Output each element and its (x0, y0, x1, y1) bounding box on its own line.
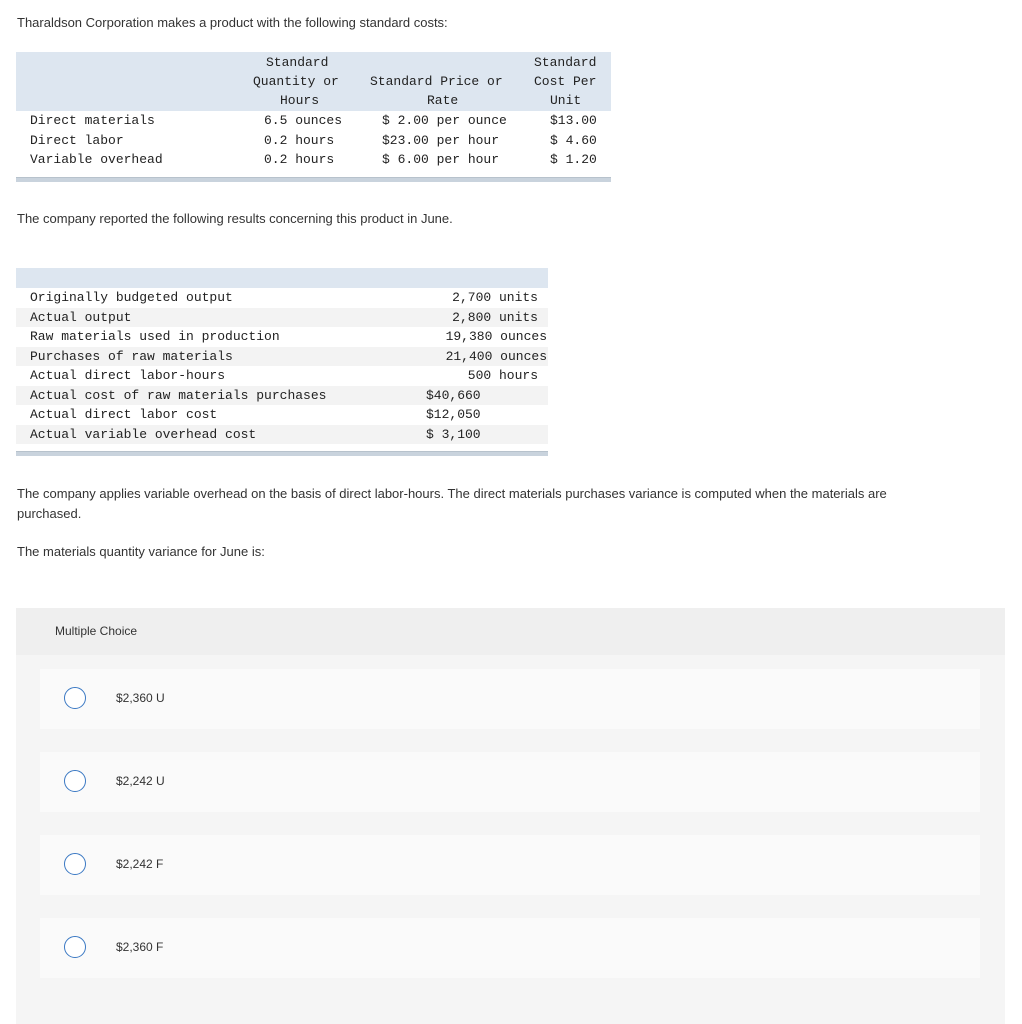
answer-option-4[interactable] (40, 918, 980, 978)
row-label: Direct labor (30, 132, 124, 148)
row-quantity: 0.2 hours (264, 152, 335, 167)
row-value: 2,700 units (452, 290, 538, 305)
multiple-choice-header (16, 608, 1005, 655)
row-label: Variable overhead (30, 152, 163, 167)
row-value: 500 hours (467, 368, 538, 383)
table-row (16, 366, 548, 386)
row-label: Actual variable overhead cost (30, 426, 257, 442)
radio-button-icon[interactable] (64, 936, 86, 958)
row-price: $23.00 per hour (382, 132, 500, 148)
answer-option-label: $2,242 U (116, 774, 165, 788)
row-value: $40,660 (426, 387, 481, 403)
row-quantity: 6.5 ounces (264, 113, 343, 128)
header-quantity-line2: Quantity or (253, 74, 339, 89)
header-quantity-line1: Standard (266, 55, 329, 70)
table-header-background (16, 268, 548, 288)
radio-button-icon[interactable] (64, 770, 86, 792)
june-results-table (16, 268, 548, 456)
note-text-line2: purchased. (17, 506, 82, 521)
table-row (16, 405, 548, 425)
row-value: 2,800 units (452, 309, 538, 325)
intro-text: Tharaldson Corporation makes a product with the following standard costs: (17, 15, 448, 30)
row-value: $ 3,100 (426, 426, 481, 442)
radio-button-icon[interactable] (64, 853, 86, 875)
table-row (16, 327, 548, 347)
row-value: 21,400 ounces (445, 348, 547, 364)
row-value: $12,050 (426, 407, 481, 422)
standard-costs-table (16, 52, 611, 182)
header-price-line2: Rate (427, 93, 459, 108)
radio-button-icon[interactable] (64, 687, 86, 709)
row-cost: $13.00 (550, 113, 597, 128)
answer-option-1[interactable] (40, 669, 980, 729)
row-label: Originally budgeted output (30, 290, 233, 305)
results-intro-text: The company reported the following results concerning this product in June. (17, 211, 453, 226)
answer-option-label: $2,360 F (116, 940, 164, 954)
row-price: $ 2.00 per ounce (382, 113, 507, 128)
table-row (16, 425, 548, 445)
answer-option-3[interactable] (40, 835, 980, 895)
row-label: Direct materials (30, 113, 155, 128)
row-value: 19,380 ounces (445, 329, 547, 344)
answer-option-label: $2,360 U (116, 691, 165, 705)
header-cost-line2: Cost Per (534, 74, 597, 89)
row-label: Actual output (30, 309, 132, 325)
table-bottom-rule (16, 177, 611, 182)
note-text-line1: The company applies variable overhead on the basis of direct labor-hours. The direct materials purchases variance is computed when the materials are (17, 486, 887, 501)
header-quantity-line3: Hours (280, 93, 320, 108)
row-cost: $ 4.60 (550, 132, 597, 148)
answer-option-label: $2,242 F (116, 857, 164, 871)
question-text: The materials quantity variance for June is: (17, 544, 265, 559)
row-label: Purchases of raw materials (30, 348, 233, 364)
table-row (16, 386, 548, 406)
row-label: Raw materials used in production (30, 329, 280, 344)
multiple-choice-label: Multiple Choice (55, 624, 138, 638)
header-price-line1: Standard Price or (370, 74, 503, 89)
table-row (16, 347, 548, 367)
row-quantity: 0.2 hours (264, 132, 335, 148)
multiple-choice-panel (16, 608, 1005, 1024)
table-bottom-rule (16, 451, 548, 456)
header-cost-line1: Standard (534, 55, 597, 70)
answer-option-2[interactable] (40, 752, 980, 812)
row-label: Actual direct labor-hours (30, 368, 226, 383)
table-row (16, 308, 548, 328)
table-row (16, 288, 548, 308)
row-cost: $ 1.20 (550, 152, 597, 167)
header-cost-line3: Unit (550, 93, 582, 108)
row-label: Actual cost of raw materials purchases (30, 387, 327, 403)
row-price: $ 6.00 per hour (382, 152, 500, 167)
row-label: Actual direct labor cost (30, 407, 218, 422)
